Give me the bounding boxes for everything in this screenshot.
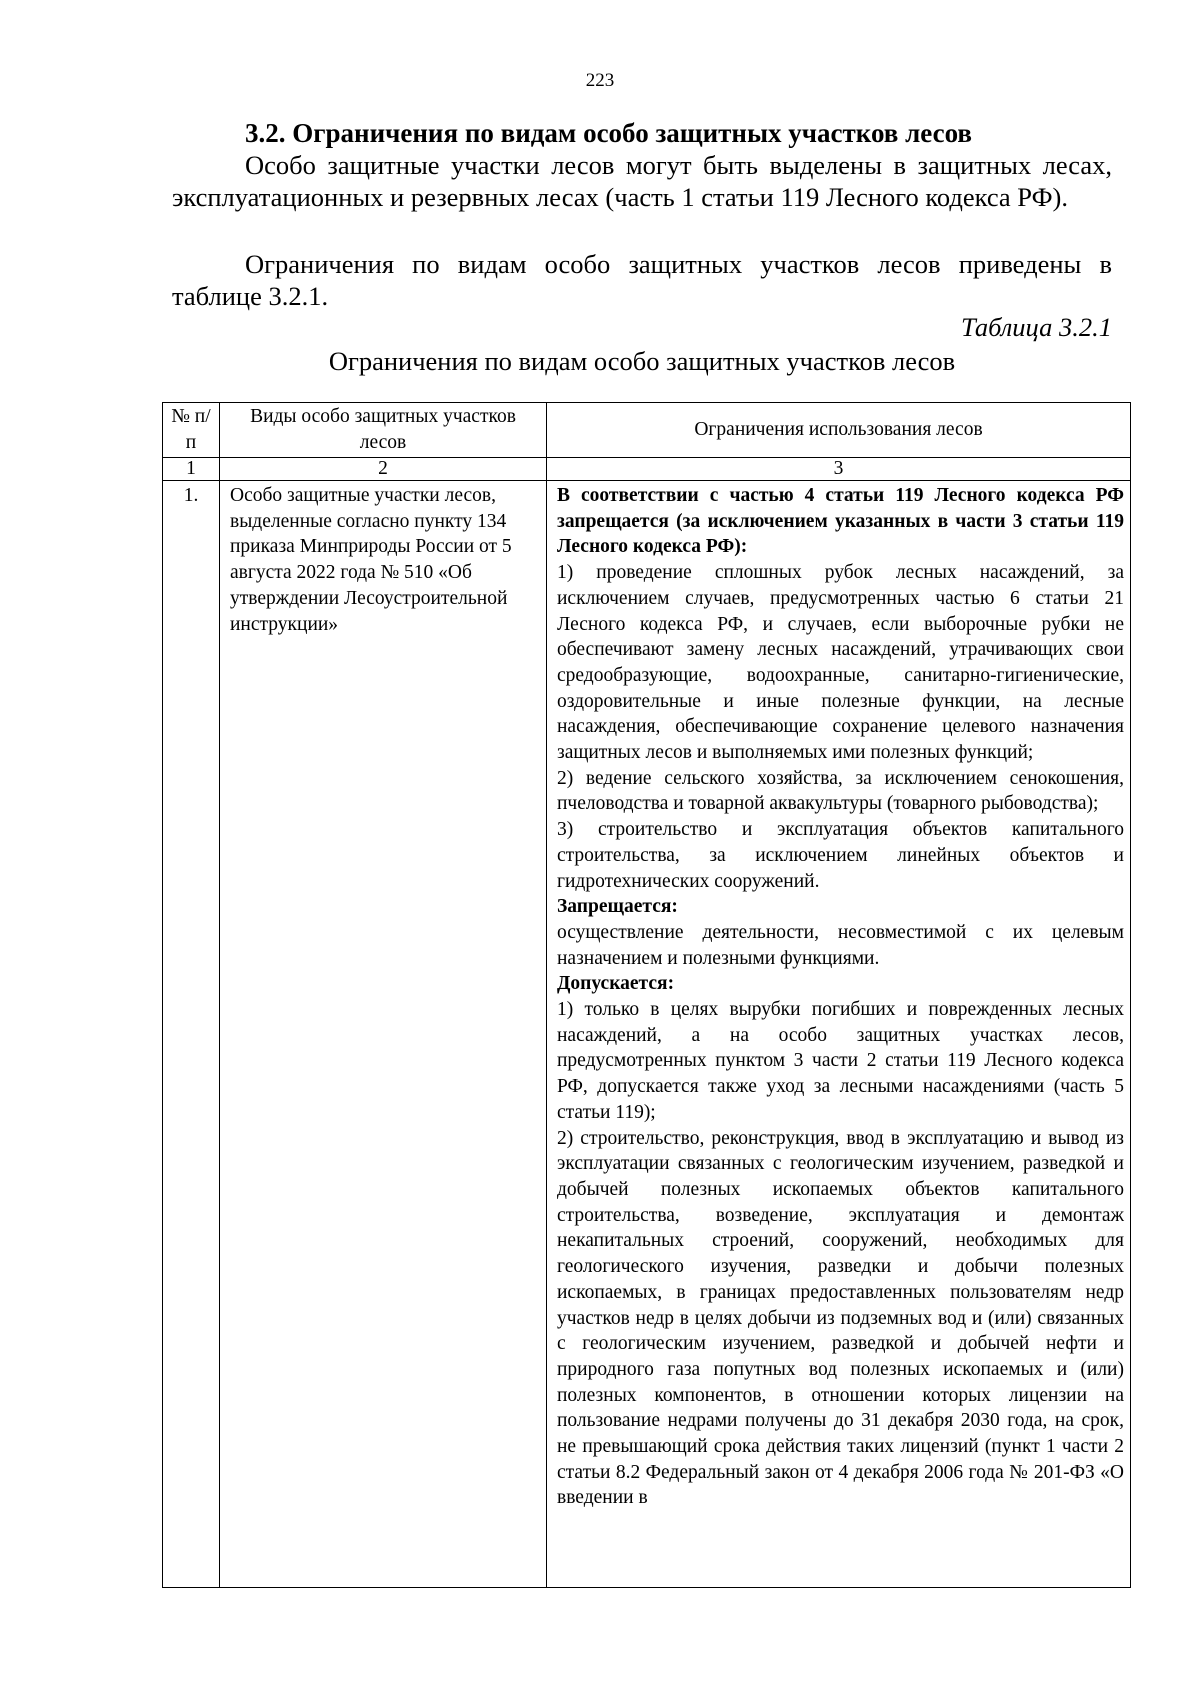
restriction-item: 1) проведение сплошных рубок лесных насаждений, за исключением случаев, предусмотренных частью 6 статьи 21 Лесного кодекса РФ, и случаев, если выборочные рубки не обеспечивают замену лесных насаждений, утрачивающих свои средообразующие, водоохранные, санитарно-гигиенические, оздоровительные и иные полезные функции, на лесные насаждения, обеспечивающие сохранение целевого назначения защитных лесов и выполняемых ими полезных функций;	[557, 562, 1124, 764]
restriction-item: 2) строительство, реконструкция, ввод в эксплуатацию и вывод из эксплуатации связанных с геологическим изучением, разведкой и добычей полезных ископаемых объектов капитального строительства, возведение, эксплуатация и демонтаж некапитальных строений, сооружений, необходимых для геологического изучения, разведки и добычи полезных ископаемых, в границах предоставленных пользователям недр участков недр в целях добычи из подземных вод и (или) связанных с геологическим изучением, разведкой и добычей нефти и природного газа попутных вод полезных ископаемых и (или) полезных компонентов, в отношении которых лицензии на пользование недрами получены до 31 декабря 2030 года, на срок, не превышающий срока действия таких лицензий (пункт 1 части 2 статьи 8.2 Федеральный закон от 4 декабря 2006 года № 201-ФЗ «О введении в	[557, 1127, 1124, 1509]
row-number: 1.	[163, 481, 220, 1588]
restriction-item: осуществление деятельности, несовместимой с их целевым назначением и полезными функциями.	[557, 921, 1124, 969]
restriction-item: 1) только в целях вырубки погибших и поврежденных лесных насаждений, а на особо защитных участках лесов, предусмотренных пунктом 3 части 2 статьи 119 Лесного кодекса РФ, допускается также уход за лесными насаждениями (часть 5 статьи 119);	[557, 999, 1124, 1123]
restrictions-cell	[547, 481, 1131, 1588]
column-number-3: 3	[547, 458, 1131, 481]
page-number: 223	[585, 70, 615, 91]
table-row	[163, 481, 1131, 1588]
header-number: № п/п	[163, 403, 220, 458]
forest-area-kind: Особо защитные участки лесов, выделенные согласно пункту 134 приказа Минприроды России от 5 августа 2022 года № 510 «Об утверждении Лесоустроительной инструкции»	[220, 481, 547, 1588]
restriction-heading-prohibited: Запрещается:	[557, 896, 678, 918]
header-restrictions: Ограничения использования лесов	[547, 403, 1131, 458]
header-kind: Виды особо защитных участков лесов	[220, 403, 547, 458]
column-number-1: 1	[163, 458, 220, 481]
restriction-heading-prohibited-art119: В соответствии с частью 4 статьи 119 Лесного кодекса РФ запрещается (за исключением указанных в части 3 статьи 119 Лесного кодекса РФ):	[557, 485, 1124, 558]
restrictions-table	[162, 402, 1131, 1588]
table-column-numbers-row	[163, 458, 1131, 481]
restriction-heading-allowed: Допускается:	[557, 973, 675, 995]
table-label: Таблица 3.2.1	[961, 312, 1112, 342]
column-number-2: 2	[220, 458, 547, 481]
restriction-item: 3) строительство и эксплуатация объектов капитального строительства, за исключением линейных объектов и гидротехнических сооружений.	[557, 819, 1124, 892]
paragraph-1: Особо защитные участки лесов могут быть выделены в защитных лесах, эксплуатационных и резервных лесах (часть 1 статьи 119 Лесного кодекса РФ).	[172, 150, 1112, 212]
restriction-item: 2) ведение сельского хозяйства, за исключением сенокошения, пчеловодства и товарной аквакультуры (товарного рыбоводства);	[557, 767, 1124, 815]
table-header-row	[163, 403, 1131, 458]
paragraph-2: Ограничения по видам особо защитных участков лесов приведены в таблице 3.2.1.	[172, 249, 1112, 311]
section-title: 3.2. Ограничения по видам особо защитных участков лесов	[245, 118, 972, 148]
table-caption: Ограничения по видам особо защитных участков лесов	[328, 346, 956, 376]
